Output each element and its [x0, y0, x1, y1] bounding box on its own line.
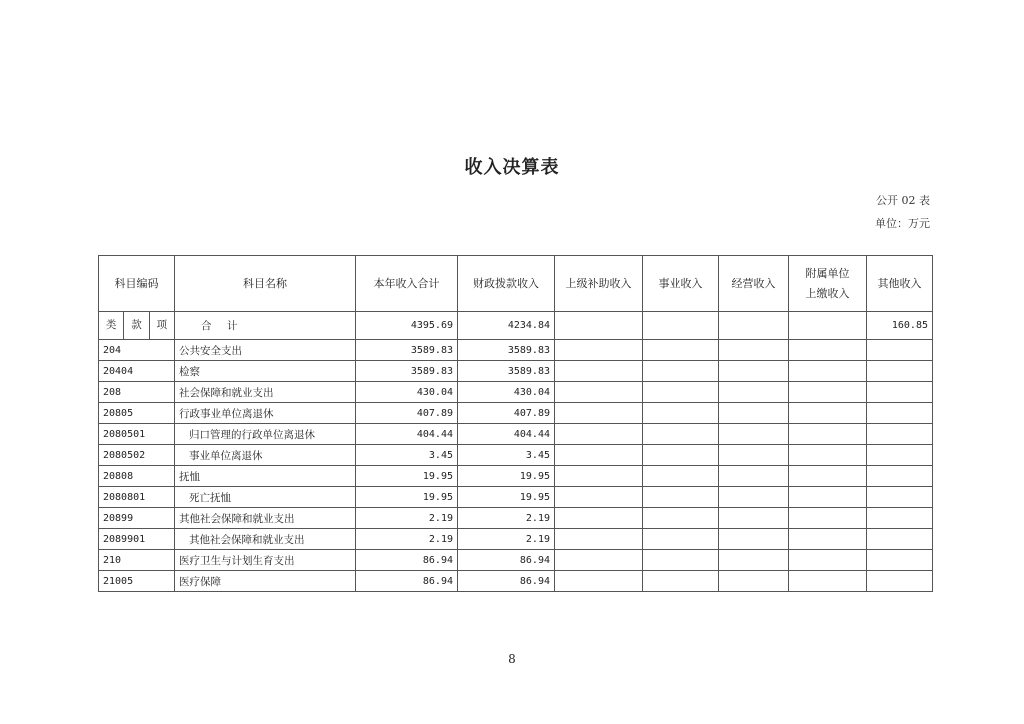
row-name: 医疗卫生与计划生育支出 — [175, 550, 356, 571]
total-fiscal: 4234.84 — [458, 312, 555, 340]
row-superior — [555, 382, 643, 403]
row-name: 死亡抚恤 — [175, 487, 356, 508]
row-other — [867, 403, 933, 424]
header-affiliated — [789, 256, 867, 312]
row-name: 抚恤 — [175, 466, 356, 487]
row-other — [867, 361, 933, 382]
row-code: 2089901 — [99, 529, 175, 550]
lei-label: 类 — [99, 312, 124, 339]
table-row — [99, 508, 933, 529]
row-code: 2080801 — [99, 487, 175, 508]
table-row — [99, 550, 933, 571]
row-total: 19.95 — [356, 487, 458, 508]
row-code: 20404 — [99, 361, 175, 382]
table-row — [99, 424, 933, 445]
row-other — [867, 550, 933, 571]
row-name: 其他社会保障和就业支出 — [175, 529, 356, 550]
row-name: 检察 — [175, 361, 356, 382]
row-business — [643, 571, 719, 592]
row-superior — [555, 340, 643, 361]
row-operating — [719, 571, 789, 592]
row-operating — [719, 424, 789, 445]
row-name: 事业单位离退休 — [175, 445, 356, 466]
row-fiscal: 2.19 — [458, 508, 555, 529]
row-superior — [555, 424, 643, 445]
header-total: 本年收入合计 — [356, 256, 458, 312]
table-row — [99, 466, 933, 487]
row-total: 86.94 — [356, 571, 458, 592]
row-business — [643, 466, 719, 487]
page-number: 8 — [508, 652, 516, 666]
row-superior — [555, 508, 643, 529]
header-other: 其他收入 — [867, 256, 933, 312]
row-name: 行政事业单位离退休 — [175, 403, 356, 424]
row-code: 2080502 — [99, 445, 175, 466]
form-number: 公开 02 表 — [876, 194, 930, 207]
row-other — [867, 529, 933, 550]
row-total: 404.44 — [356, 424, 458, 445]
row-operating — [719, 361, 789, 382]
row-superior — [555, 445, 643, 466]
table-row — [99, 361, 933, 382]
row-code: 20808 — [99, 466, 175, 487]
row-superior — [555, 361, 643, 382]
total-amount: 4395.69 — [356, 312, 458, 340]
row-code: 21005 — [99, 571, 175, 592]
row-operating — [719, 487, 789, 508]
row-fiscal: 19.95 — [458, 487, 555, 508]
row-affiliated — [789, 571, 867, 592]
row-fiscal: 407.89 — [458, 403, 555, 424]
header-operating: 经营收入 — [719, 256, 789, 312]
row-code: 20899 — [99, 508, 175, 529]
header-code: 科目编码 — [99, 256, 175, 312]
row-total: 86.94 — [356, 550, 458, 571]
row-other — [867, 382, 933, 403]
unit-label: 单位：万元 — [875, 217, 930, 230]
total-other: 160.85 — [867, 312, 933, 340]
total-affiliated — [789, 312, 867, 340]
row-name: 公共安全支出 — [175, 340, 356, 361]
row-other — [867, 508, 933, 529]
row-total: 2.19 — [356, 508, 458, 529]
row-affiliated — [789, 550, 867, 571]
row-affiliated — [789, 403, 867, 424]
row-code: 204 — [99, 340, 175, 361]
table-row — [99, 382, 933, 403]
row-superior — [555, 529, 643, 550]
income-table — [98, 255, 933, 592]
row-superior — [555, 403, 643, 424]
total-business — [643, 312, 719, 340]
row-fiscal: 3589.83 — [458, 340, 555, 361]
row-business — [643, 445, 719, 466]
kuan-label: 款 — [124, 312, 149, 339]
row-name: 归口管理的行政单位离退休 — [175, 424, 356, 445]
row-total: 19.95 — [356, 466, 458, 487]
row-business — [643, 382, 719, 403]
row-affiliated — [789, 424, 867, 445]
row-affiliated — [789, 508, 867, 529]
row-superior — [555, 571, 643, 592]
row-fiscal: 86.94 — [458, 550, 555, 571]
table-row — [99, 403, 933, 424]
row-other — [867, 340, 933, 361]
row-fiscal: 404.44 — [458, 424, 555, 445]
row-affiliated — [789, 382, 867, 403]
row-operating — [719, 382, 789, 403]
row-other — [867, 466, 933, 487]
header-affiliated-line1: 附属单位 — [805, 266, 850, 280]
row-operating — [719, 466, 789, 487]
row-code: 208 — [99, 382, 175, 403]
category-cell — [99, 312, 175, 340]
xiang-label: 项 — [156, 319, 168, 331]
row-operating — [719, 529, 789, 550]
row-affiliated — [789, 445, 867, 466]
row-affiliated — [789, 361, 867, 382]
row-total: 3589.83 — [356, 361, 458, 382]
row-operating — [719, 550, 789, 571]
row-business — [643, 361, 719, 382]
total-row — [99, 312, 933, 340]
row-business — [643, 340, 719, 361]
header-superior: 上级补助收入 — [555, 256, 643, 312]
row-operating — [719, 508, 789, 529]
row-code: 210 — [99, 550, 175, 571]
row-total: 3.45 — [356, 445, 458, 466]
row-fiscal: 2.19 — [458, 529, 555, 550]
total-superior — [555, 312, 643, 340]
row-business — [643, 550, 719, 571]
row-superior — [555, 550, 643, 571]
header-business: 事业收入 — [643, 256, 719, 312]
row-other — [867, 445, 933, 466]
table-row — [99, 340, 933, 361]
row-name: 其他社会保障和就业支出 — [175, 508, 356, 529]
page-title: 收入决算表 — [464, 157, 560, 178]
table-row — [99, 487, 933, 508]
row-fiscal: 86.94 — [458, 571, 555, 592]
header-name: 科目名称 — [175, 256, 356, 312]
header-fiscal: 财政拨款收入 — [458, 256, 555, 312]
row-superior — [555, 487, 643, 508]
row-other — [867, 571, 933, 592]
row-operating — [719, 340, 789, 361]
header-affiliated-line2: 上缴收入 — [805, 286, 850, 300]
row-operating — [719, 445, 789, 466]
row-fiscal: 430.04 — [458, 382, 555, 403]
row-other — [867, 487, 933, 508]
row-business — [643, 403, 719, 424]
row-fiscal: 3.45 — [458, 445, 555, 466]
row-code: 2080501 — [99, 424, 175, 445]
row-affiliated — [789, 487, 867, 508]
row-fiscal: 19.95 — [458, 466, 555, 487]
row-total: 407.89 — [356, 403, 458, 424]
header-row — [99, 256, 933, 312]
row-business — [643, 424, 719, 445]
row-fiscal: 3589.83 — [458, 361, 555, 382]
total-operating — [719, 312, 789, 340]
row-business — [643, 487, 719, 508]
table-row — [99, 529, 933, 550]
table-row — [99, 445, 933, 466]
row-name: 社会保障和就业支出 — [175, 382, 356, 403]
row-affiliated — [789, 529, 867, 550]
row-business — [643, 529, 719, 550]
table-row — [99, 571, 933, 592]
row-total: 430.04 — [356, 382, 458, 403]
row-operating — [719, 403, 789, 424]
row-total: 2.19 — [356, 529, 458, 550]
row-name: 医疗保障 — [175, 571, 356, 592]
row-code: 20805 — [99, 403, 175, 424]
row-superior — [555, 466, 643, 487]
row-other — [867, 424, 933, 445]
row-affiliated — [789, 466, 867, 487]
row-affiliated — [789, 340, 867, 361]
total-label: 合 计 — [175, 312, 356, 340]
row-total: 3589.83 — [356, 340, 458, 361]
row-business — [643, 508, 719, 529]
